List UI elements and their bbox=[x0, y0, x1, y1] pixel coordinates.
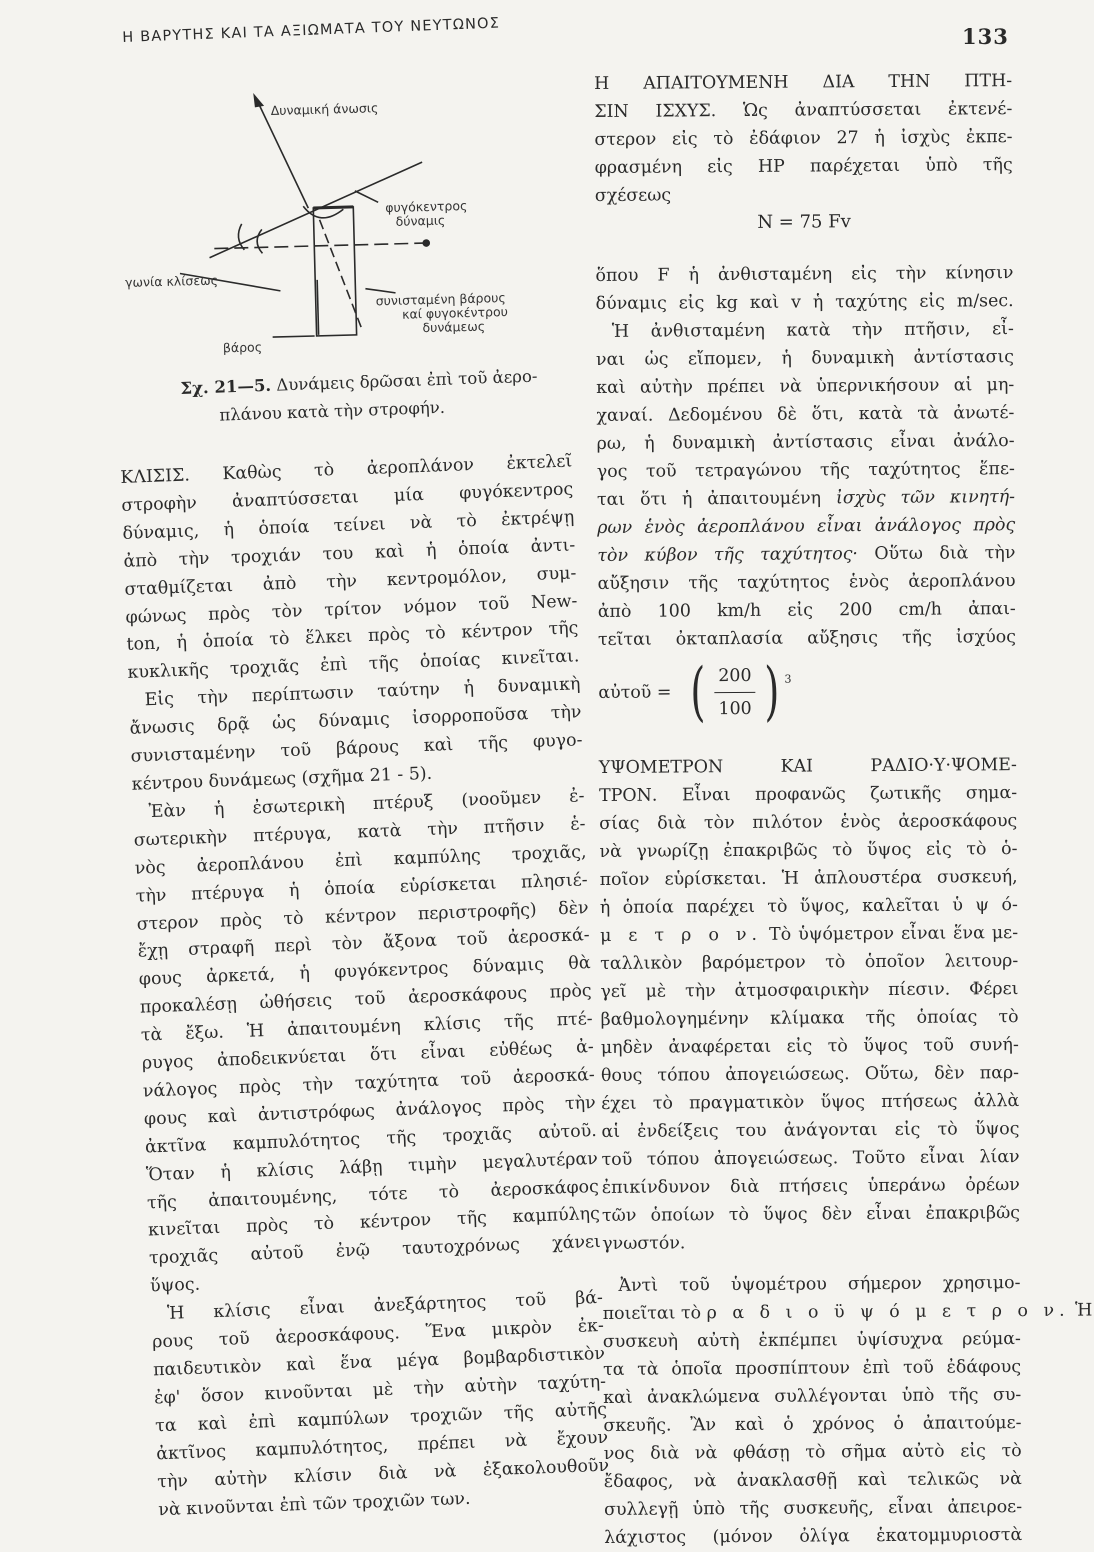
right-text-line: φρασμένη εἰς HP παρέχεται ὑπὸ τῆς bbox=[594, 155, 1013, 178]
right-text-line: σχέσεως bbox=[594, 185, 672, 206]
right-text-line: ἔδαφος, νὰ ἀνακλασθῇ καὶ τελικῶς νὰ bbox=[603, 1469, 1022, 1492]
right-text-line: στερον εἰς τὸ ἐδάφιον 27 ἡ ἰσχὺς ἐκπε- bbox=[594, 127, 1013, 150]
right-block-1 bbox=[594, 67, 1013, 210]
paren-open: ( bbox=[690, 655, 706, 730]
left-text-line: προκαλέσῃ ὠθήσεις τοῦ ἀεροσκάφους πρὸς bbox=[139, 981, 592, 1018]
right-text-line: ταλλικὸν βαρόμετρον τὸ ὁποῖον λειτουρ- bbox=[600, 951, 1019, 974]
angle-arc-1 bbox=[238, 224, 244, 250]
spaced-word-1: μ ε τ ρ ο ν. bbox=[599, 924, 763, 946]
left-text-line: νὸς ἀεροπλάνου ἐπὶ καμπύλης τροχιᾶς, bbox=[134, 841, 587, 879]
right-text-line: νος διὰ νὰ φθάσῃ τὸ σῆμα αὐτὸ εἰς τὸ bbox=[603, 1441, 1022, 1464]
centrifugal-point bbox=[423, 240, 429, 246]
left-text-line: τῆς ἀπαιτουμένης, τότε τὸ ἀεροσκάφος bbox=[146, 1176, 600, 1214]
right-text-line: ΤΡΟΝ. Εἶναι προφανῶς ζωτικῆς σημα- bbox=[598, 783, 1018, 806]
centrifugal-dashed bbox=[214, 243, 424, 248]
fraction bbox=[710, 661, 760, 722]
left-text-line: κυκλικῆς τροχιᾶς ἐπὶ τῆς ὁποίας κινεῖται. bbox=[127, 646, 580, 684]
right-text-line: μηδὲν ἀναφέρεται εἰς τὸ ὕψος τοῦ συνή- bbox=[600, 1035, 1019, 1058]
right-text-line: σίας διὰ τὸν πιλότον ἑνὸς ἀεροσκάφους bbox=[599, 811, 1018, 834]
left-text-line: ὕψος. bbox=[149, 1274, 201, 1297]
left-text-line: νάλογος πρὸς τὴν ταχύτητα τοῦ ἀεροσκά- bbox=[142, 1064, 596, 1102]
left-text-line: κινεῖται πρὸς τὸ κέντρον τῆς καμπύλης bbox=[147, 1204, 601, 1241]
right-text-line: καὶ αὐτὴν πρέπει νὰ ὑπερνικήσουν αἱ μη- bbox=[596, 375, 1015, 398]
left-text-line: τα καὶ ἐπὶ καμπύλων τροχιῶν τῆς αὐτῆς bbox=[154, 1399, 608, 1437]
right-text-line: καὶ ἀνακλώμενα συλλέγονται ὑπὸ τῆς συ- bbox=[603, 1385, 1022, 1408]
right-column bbox=[594, 67, 1093, 1552]
angle-arc-2 bbox=[257, 229, 263, 253]
right-block-3 bbox=[597, 567, 1016, 654]
right-text-line: συσκευὴ αὐτὴ ἐκπέμπει ὑψίσυχνα ρεύμα- bbox=[602, 1329, 1021, 1352]
right-text-line: ὅπου F ἡ ἀνθισταμένη εἰς τὴν κίνησιν bbox=[595, 263, 1014, 286]
left-text-line: ton, ἡ ὁποία τὸ ἕλκει πρὸς τὸ κέντρον τῆς bbox=[126, 618, 579, 656]
left-text-line: τὴν πτέρυγα ἡ ὁποία εὑρίσκεται πλησιέ- bbox=[135, 869, 588, 907]
fuselage-top bbox=[313, 207, 353, 208]
left-text-line: νὰ κινοῦνται ἐπὶ τῶν τροχιῶν των. bbox=[157, 1488, 471, 1520]
left-text-line: σταθμίζεται ἀπὸ τὴν κεντρομόλον, συμ- bbox=[124, 562, 577, 600]
right-block-6 bbox=[603, 1325, 1023, 1552]
fraction-equation bbox=[598, 655, 1016, 728]
right-text-line: ρω, ἡ δυναμικὴ ἀντίστασις εἶναι ἀνάλο- bbox=[596, 431, 1015, 454]
left-text-line: φους ἀρκετά, ἡ φυγόκεντρος δύναμις θὰ bbox=[138, 953, 591, 990]
italic-line-1-it: ἰσχὺς τῶν κινητή- bbox=[835, 487, 1016, 509]
right-text-line: έχει τὸ πραγματικὸν ὕψος πτήσεως ἀλλὰ bbox=[601, 1091, 1020, 1114]
right-text-line: αὔξησιν τῆς ταχύτητος ἑνὸς ἀεροπλάνου bbox=[597, 571, 1016, 594]
label-centrifugal-1: φυγόκεντρος bbox=[385, 197, 468, 216]
label-resultant-3: δυνάμεως bbox=[422, 318, 486, 336]
right-text-line: γος τοῦ τετραγώνου τῆς ταχύτητος ἕπε- bbox=[596, 459, 1015, 482]
centrifugal-leader bbox=[355, 190, 378, 203]
left-text-line: ἐφ' ὅσον κινοῦνται μὲ τὴν αὐτὴν ταχύτη- bbox=[153, 1371, 607, 1409]
weight-box bbox=[313, 207, 356, 336]
caption-line-1: Δυνάμεις δρῶσαι ἐπὶ τοῦ ἀερο- bbox=[276, 366, 538, 395]
left-text-line: τὰ ἔξω. Ἡ ἀπαιτουμένη κλίσις τῆς πτέ- bbox=[140, 1009, 593, 1046]
right-text-line: ΣΙΝ ΙΣΧΥΣ. Ὡς ἀναπτύσσεται ἐκτενέ- bbox=[594, 99, 1013, 122]
page-number: 133 bbox=[962, 24, 1009, 49]
right-text-line: ΥΨΟΜΕΤΡΟΝ ΚΑΙ ΡΑΔΙΟ·Υ·ΨΟΜΕ- bbox=[598, 755, 1017, 778]
right-text-line: γνωστόν. bbox=[602, 1233, 686, 1254]
caption-number: Σχ. 21—5. bbox=[180, 375, 272, 398]
right-block-4 bbox=[599, 751, 1018, 922]
label-lift: Δυναμική άνωσις bbox=[270, 100, 379, 119]
right-block-2 bbox=[595, 259, 1015, 486]
right-text-line: Η ΑΠΑΙΤΟΥΜΕΝΗ ΔΙΑ ΤΗΝ ΠΤΗ- bbox=[594, 71, 1013, 94]
left-text-line: τὴν αὐτὴν κλίσιν διὰ νὰ ἐξακολουθοῦν bbox=[156, 1455, 610, 1492]
left-text-line: σωτερικὴν πτέρυγα, κατὰ τὴν πτῆσιν ἑ- bbox=[133, 813, 586, 851]
right-text-line: Ἡ ἀνθισταμένη κατὰ τὴν πτῆσιν, εἶ- bbox=[611, 319, 1014, 342]
fraction-numerator: 200 bbox=[714, 661, 755, 692]
weight-leader bbox=[273, 336, 315, 337]
right-text-line: θους τόπου ἀπογειώσεως. Οὕτω, δὲν παρ- bbox=[600, 1063, 1020, 1086]
after-spaced-1: Τὸ ὑψόμετρον εἶναι ἕνα με- bbox=[769, 923, 1019, 945]
left-text-line: ἄνωσις δρᾷ ὡς δύναμις ἰσορροποῦσα τὴν bbox=[129, 702, 582, 739]
right-text-line: νὰ γνωρίζῃ ἐπακριβῶς τὸ ὕψος εἰς τὸ ὁ- bbox=[599, 839, 1018, 862]
right-text-line: τῶν ὁποίων τὸ ὕψος δὲν εἶναι ἐπακριβῶς bbox=[601, 1203, 1021, 1226]
label-resultant-2: καί φυγοκέντρου bbox=[401, 303, 509, 322]
spaced-line-1 bbox=[600, 919, 1018, 950]
lift-arrowhead bbox=[254, 95, 262, 106]
left-text-line: φους καὶ ἀντιστρόφως ἀνάλογος πρὸς τὴν bbox=[143, 1092, 597, 1130]
right-block-5 bbox=[600, 947, 1020, 1258]
left-text-line: ἀπὸ τὴν τροχιάν του καὶ ἡ ὁποία ἀντι- bbox=[123, 535, 576, 572]
weight-vector bbox=[317, 280, 318, 335]
italic-line-2: ρων ἑνὸς ἀεροπλάνου εἶναι ἀνάλογος πρὸς bbox=[597, 515, 1016, 538]
left-column bbox=[120, 448, 611, 1524]
power-equation: N = 75 Fv bbox=[757, 211, 851, 233]
left-text-line: φώνως πρὸς τὸν τρίτον νόμον τοῦ New- bbox=[125, 590, 578, 628]
left-text-line: ἀκτῖνος καμπυλότητος, πρέπει νὰ ἔχουν bbox=[155, 1427, 609, 1465]
left-text-line: παιδευτικὸν καὶ ἕνα μέγα βομβαρδιστικὸν bbox=[152, 1343, 606, 1381]
italic-line-3-post: Οὕτω διὰ τὴν bbox=[874, 543, 1016, 565]
left-text-line: ΚΛΙΣΙΣ. Καθὼς τὸ ἀεροπλάνον ἐκτελεῖ bbox=[120, 451, 573, 488]
right-text-line: αἱ ἐνδείξεις του ἀνάγονται εἰς τὸ ὕψος bbox=[601, 1119, 1020, 1142]
italic-line-3-it: τὸν κύβον τῆς ταχύτητος· bbox=[597, 544, 859, 566]
spaced-line-2-b: Ἡ bbox=[1075, 1300, 1093, 1321]
figure-caption bbox=[180, 362, 562, 431]
caption-line-2: πλάνου κατὰ τὴν στροφήν. bbox=[219, 397, 446, 425]
fraction-exponent: 3 bbox=[784, 672, 792, 686]
left-text-line: Ἐὰν ἡ ἐσωτερικὴ πτέρυξ (νοοῦμεν ἐ- bbox=[148, 786, 585, 823]
label-bank-angle: γωνία κλίσεως bbox=[124, 272, 219, 290]
right-text-line: τα τὰ ὁποῖα προσπίπτουν ἐπὶ τοῦ ἐδάφους bbox=[603, 1357, 1022, 1380]
right-text-line: τεῖται ὀκταπλασία αὔξησις τῆς ἰσχύος bbox=[597, 627, 1017, 650]
fraction-group bbox=[685, 654, 792, 730]
right-text-line: ναι ὡς εἴπομεν, ἡ δυναμικὴ ἀντίστασις bbox=[595, 347, 1015, 370]
left-text-line: τροχιᾶς αὐτοῦ ἐνῷ ταυτοχρόνως χάνει bbox=[148, 1232, 602, 1269]
left-text-line: ρους τοῦ ἀεροσκάφους. Ἕνα μικρὸν ἐκ- bbox=[151, 1315, 605, 1353]
lift-vector bbox=[259, 102, 309, 209]
left-text-line: Ὅταν ἡ κλίσις λάβῃ τιμὴν μεγαλυτέραν bbox=[145, 1148, 599, 1186]
right-text-line: τοῦ τόπου ἀπογειώσεως. Τοῦτο εἶναι λίαν bbox=[601, 1147, 1020, 1170]
left-text-line: συνισταμένην τοῦ βάρους καὶ τῆς φυγο- bbox=[130, 730, 583, 767]
force-diagram bbox=[120, 73, 567, 374]
left-text-line: δύναμις, ἡ ὁποία τείνει νὰ τὸ ἐκτρέψῃ bbox=[122, 507, 575, 544]
running-header: Η ΒΑΡΥΤΗΣ ΚΑΙ ΤΑ ΑΞΙΩΜΑΤΑ ΤΟΥ ΝΕΥΤΩΝΟΣ bbox=[122, 15, 501, 46]
fraction-denominator: 100 bbox=[718, 698, 752, 719]
italic-line-1 bbox=[597, 483, 1015, 514]
left-text-line: ρυγος ἀποδεικνύεται ὅτι εἶναι εὐθέως ἀ- bbox=[141, 1037, 595, 1074]
label-centrifugal-2: δύναμις bbox=[395, 212, 446, 229]
left-text-line: στερον πρὸς τὸ κέντρον περιστροφῆς) δὲν bbox=[136, 897, 589, 935]
left-text-line: Εἰς τὴν περίπτωσιν ταύτην ἡ δυναμικὴ bbox=[144, 674, 581, 711]
label-resultant-1: συνισταμένη βάρους bbox=[375, 289, 506, 309]
italic-line-3 bbox=[597, 539, 1015, 570]
italic-line-1-pre: ται ὅτι ἡ ἀπαιτουμένη bbox=[596, 488, 822, 510]
force-diagram-svg bbox=[120, 73, 567, 374]
right-text-line: ἡ ὁποία παρέχει τὸ ὕψος, καλεῖται ὑ ψ ό- bbox=[599, 895, 1018, 918]
right-text-line: βαθμολογημένην κλίμακα τῆς ὁποίας τὸ bbox=[600, 1007, 1019, 1030]
spaced-line-2-a: ποιεῖται τὸ bbox=[602, 1303, 702, 1324]
right-text-line: σκευῆς. Ἂν καὶ ὁ χρόνος ὁ ἀπαιτούμε- bbox=[603, 1413, 1022, 1436]
label-weight: βάρος bbox=[222, 339, 263, 356]
right-text-line: γεῖ μὲ τὴν ἀτμοσφαιρικὴν πίεσιν. Φέρει bbox=[600, 979, 1019, 1002]
left-text-line: ἔχῃ στραφῆ περὶ τὸν ἄξονα τοῦ ἀεροσκά- bbox=[137, 925, 590, 963]
right-text-line: ποῖον εὑρίσκεται. Ἡ ἁπλουστέρα συσκευή, bbox=[599, 867, 1018, 890]
left-text-line: ἀκτῖνα καμπυλότητος τῆς τροχιᾶς αὐτοῦ. bbox=[144, 1120, 598, 1158]
right-text-line: ἐπικίνδυνον διὰ πτήσεις ὑπεράνω ὀρέων bbox=[601, 1175, 1020, 1198]
left-text-line: στροφὴν ἀναπτύσσεται μία φυγόκεντρος bbox=[121, 479, 574, 516]
right-text-line: λάχιστος (μόνον ὀλίγα ἑκατομμυριοστὰ bbox=[604, 1525, 1023, 1548]
spaced-word-2: ρ α δ ι ο ϋ ψ ό μ ε τ ρ ο ν. bbox=[706, 1300, 1070, 1324]
spaced-line-2 bbox=[602, 1297, 1093, 1328]
left-text-line: κέντρου δυνάμεως (σχῆμα 21 - 5). bbox=[131, 763, 433, 795]
right-text-line: ἀπὸ 100 km/h εἰς 200 cm/h ἀπαι- bbox=[597, 599, 1016, 622]
right-text-line: χαναί. Δεδομένου δὲ ὅτι, κατὰ τὰ ἀνωτέ- bbox=[596, 403, 1015, 426]
fraction-lhs: αὐτοῦ = bbox=[598, 682, 672, 703]
right-text-line: συλλεγῇ ὑπὸ τῆς συσκευῆς, εἶναι ἀπειροε- bbox=[603, 1497, 1023, 1520]
right-text-line: δύναμις εἰς kg καὶ v ἡ ταχύτης εἰς m/sec. bbox=[595, 291, 1014, 314]
left-text-line: Ἡ κλίσις εἶναι ἀνεξάρτητος τοῦ βά- bbox=[166, 1288, 604, 1325]
spaced-line-2-pre: Ἀντὶ τοῦ ὑψομέτρου σήμερον χρησιμο- bbox=[618, 1273, 1021, 1296]
paren-close: ) bbox=[764, 654, 780, 729]
